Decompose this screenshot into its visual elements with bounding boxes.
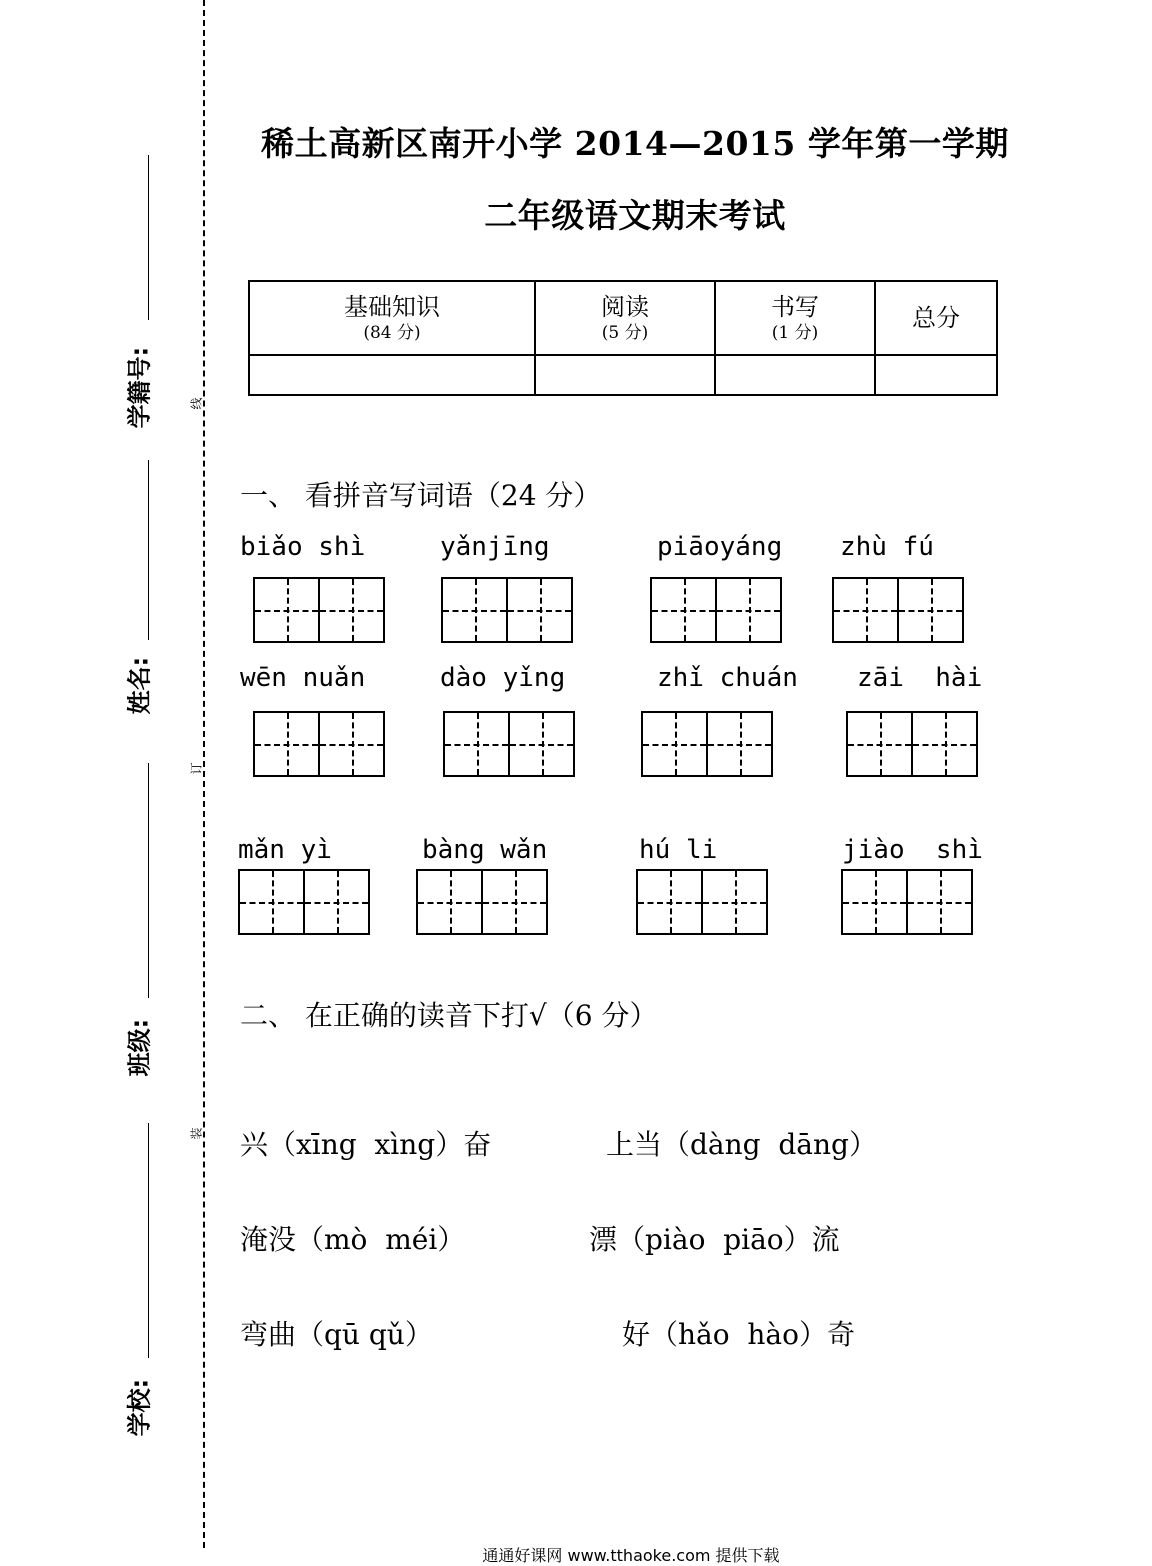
score-table-header-row xyxy=(249,281,997,355)
grid-cell[interactable] xyxy=(508,711,575,777)
writing-grid[interactable] xyxy=(416,869,546,933)
pinyin-prompt: biǎo shì xyxy=(240,532,366,562)
binding-char-order: 订 xyxy=(189,762,204,775)
grid-cell[interactable] xyxy=(897,577,964,643)
pronunciation-item[interactable]: 上当（dàng dāng） xyxy=(606,1128,877,1161)
grid-cell[interactable] xyxy=(416,869,483,935)
pronunciation-item[interactable]: 弯曲（qū qǔ） xyxy=(240,1318,433,1351)
writing-grid[interactable] xyxy=(636,869,766,933)
score-header-label: 基础知识 xyxy=(344,293,440,321)
grid-cell[interactable] xyxy=(443,711,510,777)
writing-grid[interactable] xyxy=(253,577,383,641)
writing-grid[interactable] xyxy=(841,869,971,933)
writing-grid[interactable] xyxy=(238,869,368,933)
pronunciation-item[interactable]: 兴（xīng xìng）奋 xyxy=(240,1128,492,1161)
writing-grid[interactable] xyxy=(441,577,571,641)
grid-cell[interactable] xyxy=(641,711,708,777)
grid-cell[interactable] xyxy=(846,711,913,777)
pinyin-prompt: zhù fú xyxy=(840,532,934,562)
score-header-writing xyxy=(715,281,875,355)
pinyin-prompt: zhǐ chuán xyxy=(657,663,798,693)
grid-cell[interactable] xyxy=(253,577,320,643)
grid-cell[interactable] xyxy=(841,869,908,935)
pinyin-prompt: piāoyáng xyxy=(657,532,783,562)
score-header-reading xyxy=(535,281,715,355)
score-header-label: 阅读 xyxy=(601,293,649,321)
score-entry-writing[interactable] xyxy=(715,355,875,395)
score-header-points: (5 分) xyxy=(601,323,649,343)
score-header-total xyxy=(875,281,997,355)
exam-title-line1: 稀土高新区南开小学 2014—2015 学年第一学期 xyxy=(261,124,1009,163)
pinyin-prompt: wēn nuǎn xyxy=(240,663,366,693)
section2-title: 二、 在正确的读音下打√（6 分） xyxy=(240,999,658,1032)
writing-grid[interactable] xyxy=(253,711,383,775)
school-rule xyxy=(148,1123,149,1358)
class-rule xyxy=(148,763,149,998)
score-header-label: 总分 xyxy=(912,304,960,332)
pinyin-prompt: dào yǐng xyxy=(440,663,566,693)
pronunciation-item[interactable]: 漂（piào piāo）流 xyxy=(589,1223,840,1256)
pinyin-prompt: zāi hài xyxy=(857,663,983,693)
score-entry-basic[interactable] xyxy=(249,355,535,395)
grid-cell[interactable] xyxy=(906,869,973,935)
student-id-rule xyxy=(148,155,149,320)
score-table-entry-row xyxy=(249,355,997,395)
score-entry-total[interactable] xyxy=(875,355,997,395)
grid-cell[interactable] xyxy=(701,869,768,935)
score-header-points: (1 分) xyxy=(771,323,819,343)
footer-source: 通通好课网 www.tthaoke.com 提供下载 xyxy=(482,1546,780,1565)
pinyin-prompt: bàng wǎn xyxy=(422,835,548,865)
name-rule xyxy=(148,460,149,640)
grid-cell[interactable] xyxy=(832,577,899,643)
grid-cell[interactable] xyxy=(636,869,703,935)
grid-cell[interactable] xyxy=(481,869,548,935)
section1-title: 一、 看拼音写词语（24 分） xyxy=(240,479,602,512)
score-header-points: (84 分) xyxy=(363,323,421,343)
grid-cell[interactable] xyxy=(253,711,320,777)
score-header-basic xyxy=(249,281,535,355)
writing-grid[interactable] xyxy=(832,577,962,641)
grid-cell[interactable] xyxy=(318,577,385,643)
writing-grid[interactable] xyxy=(641,711,771,775)
grid-cell[interactable] xyxy=(706,711,773,777)
grid-cell[interactable] xyxy=(238,869,305,935)
grid-cell[interactable] xyxy=(318,711,385,777)
writing-grid[interactable] xyxy=(846,711,976,775)
grid-cell[interactable] xyxy=(441,577,508,643)
grid-cell[interactable] xyxy=(650,577,717,643)
writing-grid[interactable] xyxy=(443,711,573,775)
grid-cell[interactable] xyxy=(911,711,978,777)
score-header-label: 书写 xyxy=(771,293,819,321)
pinyin-prompt: yǎnjīng xyxy=(440,532,550,562)
binding-char-install: 装 xyxy=(189,1127,204,1140)
grid-cell[interactable] xyxy=(303,869,370,935)
grid-cell[interactable] xyxy=(715,577,782,643)
pinyin-prompt: jiào shì xyxy=(842,835,983,865)
pronunciation-item[interactable]: 淹没（mò méi） xyxy=(240,1223,466,1256)
student-id-label: 学籍号: xyxy=(125,346,154,429)
school-label: 学校: xyxy=(125,1378,154,1437)
score-table xyxy=(248,280,998,396)
pinyin-prompt: mǎn yì xyxy=(238,835,332,865)
class-label: 班级: xyxy=(125,1018,154,1077)
name-label: 姓名: xyxy=(125,656,154,715)
binding-char-line: 线 xyxy=(189,397,204,410)
pronunciation-item[interactable]: 好（hǎo hào）奇 xyxy=(622,1318,855,1351)
score-entry-reading[interactable] xyxy=(535,355,715,395)
pinyin-prompt: hú li xyxy=(639,835,718,865)
exam-title-line2: 二年级语文期末考试 xyxy=(484,196,786,235)
grid-cell[interactable] xyxy=(506,577,573,643)
writing-grid[interactable] xyxy=(650,577,780,641)
